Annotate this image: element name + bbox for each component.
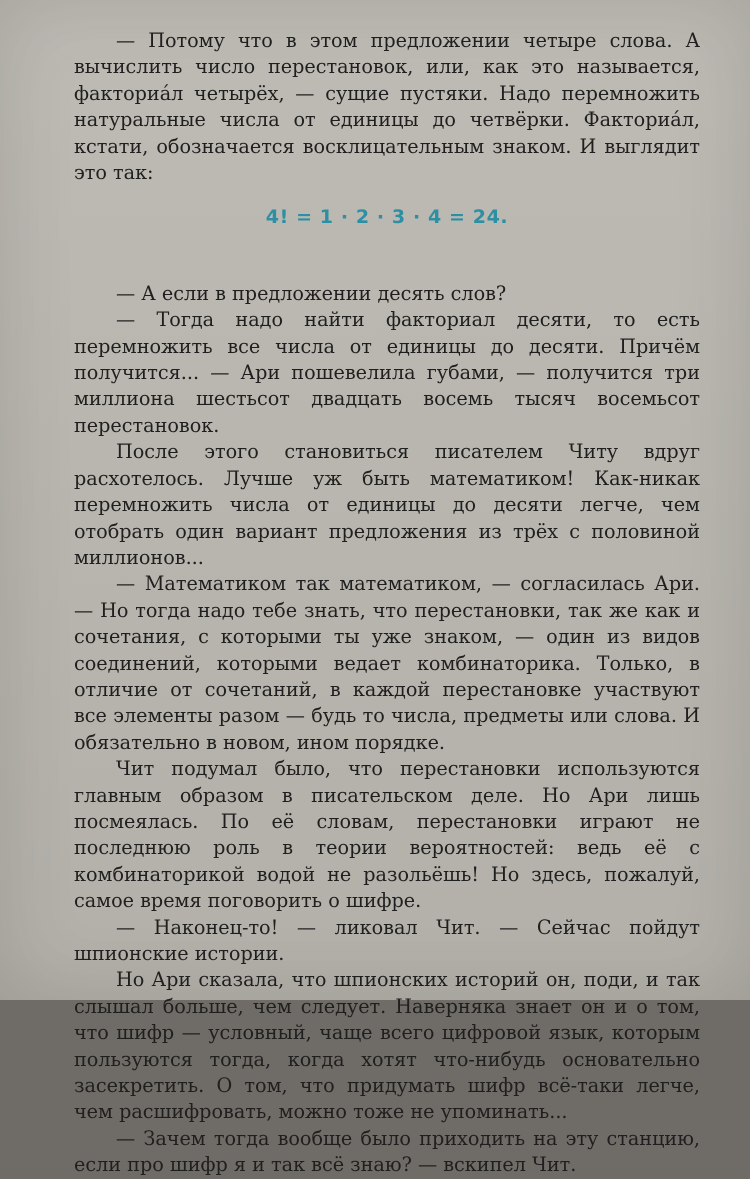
paragraph-7: — Наконец-то! — ликовал Чит. — Сейчас пойдут шпионские истории.: [74, 915, 700, 965]
paragraph-6: Чит подумал было, что перестановки используются главным образом в писательском деле. Но Ари лишь посмеялась. По её словам, перестановки играют не последнюю роль в теории вероятностей: ведь её с комбинаторикой водой не разольёшь! Но здесь, пожалуй, самое время поговорить о шифре.: [74, 757, 700, 913]
paragraph-2: — А если в предложении десять слов?: [116, 281, 507, 305]
paragraph-5: — Математиком так математиком, — согласилась Ари. — Но тогда надо тебе знать, что перестановки, так же как и сочетания, с которыми ты уже знаком, — один из видов соединений, которыми ведает комбинаторика. Только, в отличие от сочетаний, в каждой перестановке участвуют все элементы разом — будь то числа, предметы или слова. И обязательно в новом, ином порядке.: [74, 572, 700, 754]
paragraph-8: Но Ари сказала, что шпионских историй он, поди, и так слышал больше, чем следует. Наверняка знает он и о том, что шифр — условный, чаще всего цифровой язык, которым пользуются тогда, когда хотят что-нибудь основательно засекретить. О том, что придумать шифр всё-таки легче, чем расшифровать, можно тоже не упоминать...: [74, 968, 700, 1124]
spacer: [74, 255, 700, 281]
paragraph-3: — Тогда надо найти факториал десяти, то есть перемножить все числа от единицы до десяти. Причём получится... — Ари пошевелила губами, — получится три миллиона шестьсот двадцать восемь тысяч восемьсот перестановок.: [74, 308, 700, 437]
factorial-formula: 4! = 1 · 2 · 3 · 4 = 24.: [265, 206, 509, 229]
page-text: [74, 28, 700, 1179]
paragraph-1: — Потому что в этом предложении четыре слова. А вычислить число перестановок, или, как это называется, факториáл четырёх, — сущие пустяки. Надо перемножить натуральные числа от единицы до четвёрки. Факториáл, кстати, обозначается восклицательным знаком. И выглядит это так:: [74, 29, 700, 185]
paragraph-9: — Зачем тогда вообще было приходить на эту станцию, если про шифр я и так всё знаю? — вскипел Чит.: [74, 1126, 700, 1177]
paragraph-4: После этого становиться писателем Читу вдруг расхотелось. Лучше уж быть математиком! Как-никак перемножить числа от единицы до десяти легче, чем отобрать один вариант предложения из трёх с половиной миллионов...: [74, 440, 700, 569]
